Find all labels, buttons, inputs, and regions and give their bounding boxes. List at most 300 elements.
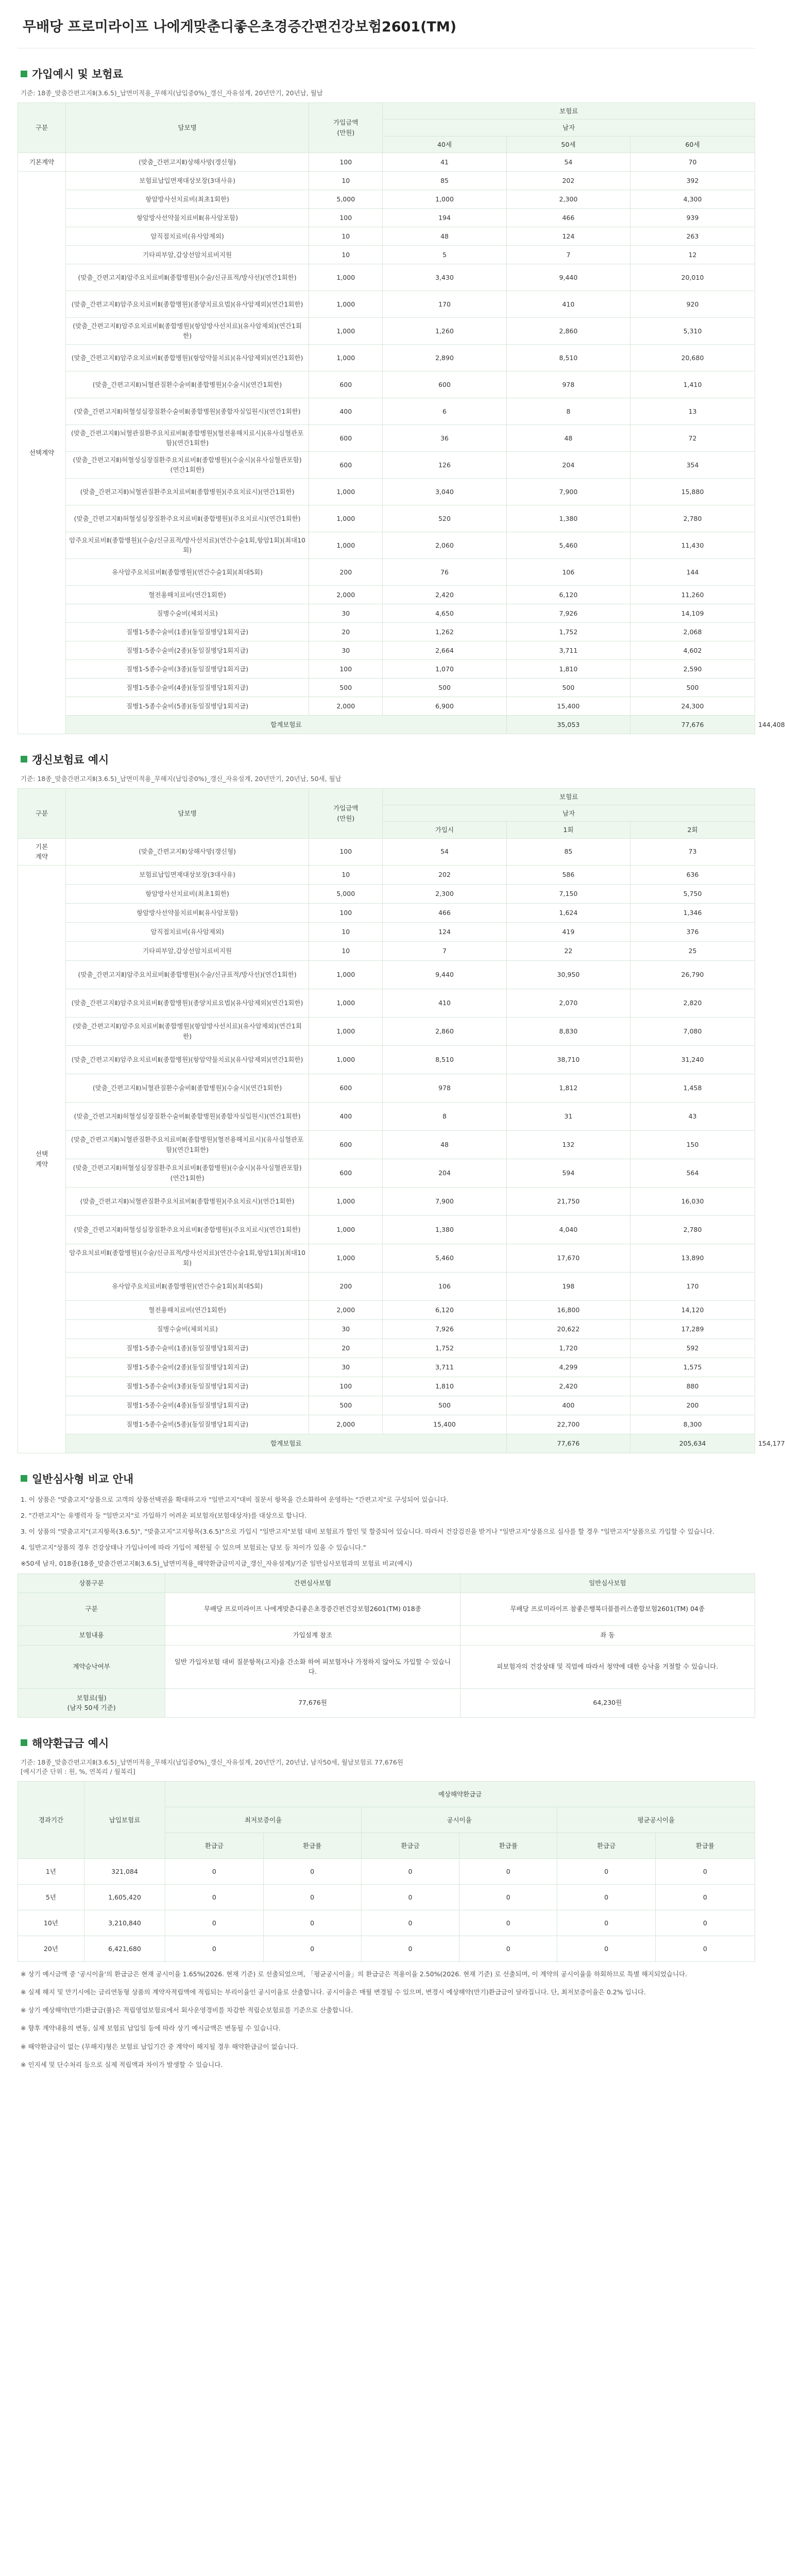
premium-value: 1,720	[506, 1338, 630, 1358]
premium-value: 194	[383, 208, 506, 227]
premium-row	[18, 451, 755, 478]
comparison-general-value: 무배당 프로미라이프 참좋은행복더블플러스종합보험2601(TM) 04종	[460, 1592, 755, 1625]
comparison-general-value: 피보험자의 건강상태 및 직업에 따라서 청약에 대한 승낙을 거절할 수 있습니다.	[460, 1645, 755, 1688]
premium-value: 11,430	[630, 532, 755, 558]
premium-value: 500	[630, 678, 755, 697]
coverage-amount: 600	[309, 371, 383, 398]
contract-type-cell: 기본계약	[18, 152, 66, 171]
coverage-amount: 100	[309, 208, 383, 227]
premium-value: 7,080	[630, 1017, 755, 1045]
header-dambo: 담보명	[66, 788, 309, 838]
header-renewal-col: 2회	[630, 822, 755, 838]
refund-value: 0	[655, 1936, 755, 1962]
premium-value: 3,711	[383, 1358, 506, 1377]
section-criteria-note: 기준: 18종_맞춤간편고지Ⅱ(3.6.5)_납면미적용_무해지(납입중0%)_갱신_자유설계, 20년만기, 20년납, 남자50세, 월납보험료 77,676원	[21, 1758, 403, 1766]
refund-value: 0	[165, 1936, 263, 1962]
premium-value: 20,680	[630, 344, 755, 371]
header-gubun: 구분	[18, 788, 66, 838]
premium-value: 8,510	[506, 344, 630, 371]
premium-value: 7,150	[506, 884, 630, 903]
premium-row	[18, 941, 755, 960]
premium-value: 376	[630, 922, 755, 941]
premium-value: 636	[630, 865, 755, 884]
premium-value: 41	[383, 152, 506, 171]
coverage-amount: 400	[309, 398, 383, 425]
refund-value: 0	[459, 1936, 557, 1962]
premium-value: 8	[383, 1102, 506, 1130]
refund-value: 0	[557, 1859, 655, 1885]
coverage-name: 질병1-5종수술비(4종)(동일질병당1회지급)	[66, 678, 309, 697]
total-value: 77,676	[506, 1434, 630, 1453]
premium-value: 16,800	[506, 1300, 630, 1319]
section-bullet-icon	[21, 1739, 27, 1746]
coverage-amount: 200	[309, 1272, 383, 1300]
premium-value: 21,750	[506, 1187, 630, 1215]
premium-value: 15,880	[630, 478, 755, 505]
header-male: 남자	[383, 120, 755, 136]
header-age: 50세	[506, 136, 630, 152]
premium-row	[18, 585, 755, 604]
premium-value: 198	[506, 1272, 630, 1300]
premium-row	[18, 1272, 755, 1300]
coverage-amount: 10	[309, 227, 383, 245]
coverage-name: (맞춤_간편고지Ⅱ)허혈성심장질환주요치료비Ⅱ(종합병원)(주요치료시)(연간1회한)	[66, 1215, 309, 1244]
premium-value: 2,070	[506, 989, 630, 1017]
premium-value: 6,900	[383, 697, 506, 715]
premium-row	[18, 264, 755, 291]
coverage-name: 암주요치료비Ⅱ(종합병원)(수술/신규표적/방사선치료)(연간수술1회,항암1회)(최대10회)	[66, 1244, 309, 1272]
section-bullet-icon	[21, 71, 27, 77]
premium-value: 354	[630, 451, 755, 478]
premium-value: 150	[630, 1130, 755, 1159]
premium-value: 20,622	[506, 1319, 630, 1338]
premium-value: 2,890	[383, 344, 506, 371]
header-paid: 납입보험료	[84, 1782, 165, 1859]
header-refund-rate: 환급률	[459, 1833, 557, 1859]
header-refund-rate: 환급률	[655, 1833, 755, 1859]
premium-row	[18, 641, 755, 659]
coverage-amount: 1,000	[309, 989, 383, 1017]
premium-row	[18, 1045, 755, 1074]
premium-value: 2,860	[383, 1017, 506, 1045]
comparison-label: 보험내용	[18, 1625, 165, 1645]
premium-value: 25	[630, 941, 755, 960]
premium-value: 1,410	[630, 371, 755, 398]
premium-value: 54	[383, 838, 506, 865]
section-general-comparison	[18, 1471, 755, 1718]
premium-value: 5,460	[383, 1244, 506, 1272]
total-value: 35,053	[506, 715, 630, 734]
premium-value: 466	[506, 208, 630, 227]
comparison-simple-value: 77,676원	[165, 1688, 460, 1717]
premium-value: 410	[383, 989, 506, 1017]
footnote: ※ 상기 예상해약(만기)환급금(률)은 적립영업보험료에서 회사운영경비를 차감한 적립순보험료를 기준으로 산출합니다.	[21, 2006, 353, 2014]
premium-value: 17,670	[506, 1244, 630, 1272]
contract-type-cell: 선택계약	[18, 171, 66, 734]
premium-row	[18, 659, 755, 678]
elapsed-period: 1년	[18, 1859, 84, 1885]
renewal-premium-table	[18, 788, 785, 1453]
premium-value: 939	[630, 208, 755, 227]
premium-value: 14,120	[630, 1300, 755, 1319]
comparison-table	[18, 1573, 755, 1717]
refund-value: 0	[557, 1885, 655, 1910]
coverage-name: (맞춤_간편고지Ⅱ)암주요치료비Ⅱ(종합병원)(수술/신규표적/방사선)(연간1회한)	[66, 264, 309, 291]
coverage-amount: 10	[309, 245, 383, 264]
coverage-amount: 5,000	[309, 190, 383, 208]
premium-value: 36	[383, 425, 506, 451]
premium-value: 1,812	[506, 1074, 630, 1102]
premium-value: 20,010	[630, 264, 755, 291]
premium-value: 600	[383, 371, 506, 398]
coverage-name: 암직접치료비(유사암제외)	[66, 922, 309, 941]
premium-row	[18, 884, 755, 903]
premium-value: 3,430	[383, 264, 506, 291]
paid-premium: 6,421,680	[84, 1936, 165, 1962]
guide-paragraph: 2. "간편고지"는 유병력자 등 "일반고지"로 가입하기 어려운 피보험자(보험대상자)를 대상으로 합니다.	[21, 1511, 307, 1519]
header-premium: 보험료	[383, 788, 755, 805]
premium-row	[18, 697, 755, 715]
premium-value: 48	[383, 227, 506, 245]
comparison-general-value: 64,230원	[460, 1688, 755, 1717]
coverage-amount: 1,000	[309, 532, 383, 558]
refund-value: 0	[263, 1859, 361, 1885]
section-title: 일반심사형 비교 안내	[21, 1471, 755, 1486]
section-criteria-note: 기준: 18종_맞춤간편고지Ⅱ(3.6.5)_납면미적용_무해지(납입중0%)_갱신_자유설계, 20년만기, 20년납, 월납	[21, 89, 323, 97]
premium-value: 1,346	[630, 903, 755, 922]
paid-premium: 3,210,840	[84, 1910, 165, 1936]
premium-value: 2,300	[383, 884, 506, 903]
coverage-amount: 10	[309, 865, 383, 884]
refund-value: 0	[361, 1885, 459, 1910]
premium-value: 72	[630, 425, 755, 451]
header-product-type: 상품구분	[18, 1574, 165, 1592]
footnotes	[18, 1968, 755, 2071]
premium-value: 6,120	[383, 1300, 506, 1319]
premium-value: 3,040	[383, 478, 506, 505]
premium-value: 38,710	[506, 1045, 630, 1074]
premium-value: 2,420	[506, 1377, 630, 1396]
elapsed-period: 10년	[18, 1910, 84, 1936]
coverage-amount: 1,000	[309, 1215, 383, 1244]
coverage-name: 암주요치료비Ⅱ(종합병원)(수술/신규표적/방사선치료)(연간수술1회,항암1회)(최대10회)	[66, 532, 309, 558]
coverage-name: (맞춤_간편고지Ⅱ)뇌혈관질환주요치료비Ⅱ(종합병원)(혈전용해치료시)(유사심혈관포함)(연간1회한)	[66, 1130, 309, 1159]
header-public-rate: 공시이율	[361, 1807, 557, 1833]
footnote: ※ 해약환급금이 없는 (무해지)형은 보험료 납입기간 중 계약이 해지될 경우 해약환급금이 없습니다.	[21, 2042, 298, 2050]
premium-value: 2,300	[506, 190, 630, 208]
premium-value: 4,602	[630, 641, 755, 659]
premium-row	[18, 532, 755, 558]
total-label: 합계보험료	[66, 1434, 507, 1453]
premium-row	[18, 1396, 755, 1415]
premium-value: 1,624	[506, 903, 630, 922]
premium-row	[18, 1338, 755, 1358]
surrender-row	[18, 1910, 755, 1936]
refund-value: 0	[263, 1936, 361, 1962]
premium-value: 1,810	[383, 1377, 506, 1396]
premium-value: 85	[383, 171, 506, 190]
premium-value: 500	[383, 678, 506, 697]
coverage-amount: 10	[309, 941, 383, 960]
premium-value: 1,575	[630, 1358, 755, 1377]
coverage-name: 항암방사선약물치료비Ⅱ(유사암포함)	[66, 903, 309, 922]
premium-value: 8,300	[630, 1415, 755, 1434]
premium-value: 1,380	[506, 505, 630, 532]
coverage-name: (맞춤_간편고지Ⅱ)암주요치료비Ⅱ(종합병원)(항암약물치료)(유사암제외)(연간1회한)	[66, 1045, 309, 1074]
comparison-simple-value: 무배당 프로미라이프 나에게맞춘디좋은초경증간편건강보험2601(TM) 018종	[165, 1592, 460, 1625]
header-age: 60세	[630, 136, 755, 152]
coverage-name: 질병1-5종수술비(5종)(동일질병당1회지급)	[66, 697, 309, 715]
coverage-name: 유사암주요치료비Ⅱ(종합병원)(연간수술1회)(최대5회)	[66, 1272, 309, 1300]
coverage-amount: 10	[309, 922, 383, 941]
surrender-row	[18, 1936, 755, 1962]
premium-row	[18, 922, 755, 941]
total-row	[18, 715, 755, 734]
comparison-general-value: 좌 동	[460, 1625, 755, 1645]
footnote: ※ 인지세 및 단수처리 등으로 실제 적립액과 차이가 발생할 수 있습니다.	[21, 2060, 223, 2069]
coverage-name: 기타피부암,갑상선암치료비지원	[66, 245, 309, 264]
premium-value: 4,650	[383, 604, 506, 622]
premium-value: 2,664	[383, 641, 506, 659]
page-title: 무배당 프로미라이프 나에게맞춘디좋은초경증간편건강보험2601(TM)	[18, 0, 755, 48]
coverage-name: (맞춤_간편고지Ⅱ)허혈성심장질환수술비Ⅱ(종합병원)(종합자실입원시)(연간1회한)	[66, 1102, 309, 1130]
premium-row	[18, 152, 755, 171]
total-value: 205,634	[630, 1434, 755, 1453]
section-surrender-example	[18, 1735, 755, 2071]
coverage-amount: 100	[309, 1377, 383, 1396]
coverage-amount: 100	[309, 838, 383, 865]
premium-value: 22,700	[506, 1415, 630, 1434]
premium-value: 16,030	[630, 1187, 755, 1215]
coverage-name: 질병1-5종수술비(3종)(동일질병당1회지급)	[66, 659, 309, 678]
premium-value: 17,289	[630, 1319, 755, 1338]
premium-value: 8,830	[506, 1017, 630, 1045]
coverage-name: 질병1-5종수술비(5종)(동일질병당1회지급)	[66, 1415, 309, 1434]
coverage-amount: 500	[309, 1396, 383, 1415]
refund-value: 0	[165, 1885, 263, 1910]
refund-value: 0	[655, 1910, 755, 1936]
premium-row	[18, 1415, 755, 1434]
coverage-name: 보험료납입면제대상보장(3대사유)	[66, 865, 309, 884]
coverage-amount: 400	[309, 1102, 383, 1130]
premium-row	[18, 1102, 755, 1130]
premium-row	[18, 190, 755, 208]
premium-value: 30,950	[506, 960, 630, 989]
comparison-label: 구분	[18, 1592, 165, 1625]
premium-row	[18, 604, 755, 622]
premium-value: 6	[383, 398, 506, 425]
premium-value: 31	[506, 1102, 630, 1130]
premium-value: 9,440	[506, 264, 630, 291]
coverage-name: (맞춤_간편고지Ⅱ)암주요치료비Ⅱ(종합병원)(수술/신규표적/방사선)(연간1회한)	[66, 960, 309, 989]
contract-type-cell: 기본 계약	[18, 838, 66, 865]
coverage-amount: 200	[309, 558, 383, 585]
refund-value: 0	[263, 1885, 361, 1910]
coverage-name: 질병수술비(체외치료)	[66, 1319, 309, 1338]
refund-value: 0	[361, 1910, 459, 1936]
premium-value: 132	[506, 1130, 630, 1159]
premium-value: 2,860	[506, 317, 630, 344]
premium-value: 2,780	[630, 1215, 755, 1244]
premium-value: 202	[506, 171, 630, 190]
coverage-name: (맞춤_간편고지Ⅱ)상해사망(갱신형)	[66, 152, 309, 171]
premium-value: 5,460	[506, 532, 630, 558]
premium-value: 22	[506, 941, 630, 960]
premium-row	[18, 1074, 755, 1102]
premium-value: 2,590	[630, 659, 755, 678]
section-renewal-example	[18, 752, 785, 1453]
premium-row	[18, 838, 755, 865]
coverage-name: (맞춤_간편고지Ⅱ)허혈성심장질환주요치료비Ⅱ(종합병원)(수술시)(유사심혈관포함)(연간1회한)	[66, 451, 309, 478]
premium-row	[18, 171, 755, 190]
coverage-name: 항암방사선치료비(최초1회한)	[66, 884, 309, 903]
premium-value: 520	[383, 505, 506, 532]
coverage-amount: 100	[309, 152, 383, 171]
refund-value: 0	[459, 1859, 557, 1885]
coverage-amount: 2,000	[309, 1300, 383, 1319]
premium-value: 14,109	[630, 604, 755, 622]
premium-value: 564	[630, 1159, 755, 1187]
premium-value: 2,820	[630, 989, 755, 1017]
premium-value: 76	[383, 558, 506, 585]
premium-value: 594	[506, 1159, 630, 1187]
premium-value: 4,299	[506, 1358, 630, 1377]
coverage-name: 질병1-5종수술비(1종)(동일질병당1회지급)	[66, 622, 309, 641]
premium-value: 15,400	[506, 697, 630, 715]
refund-value: 0	[557, 1936, 655, 1962]
premium-row	[18, 989, 755, 1017]
coverage-name: (맞춤_간편고지Ⅱ)허혈성심장질환주요치료비Ⅱ(종합병원)(주요치료시)(연간1회한)	[66, 505, 309, 532]
premium-value: 204	[383, 1159, 506, 1187]
premium-value: 24,300	[630, 697, 755, 715]
surrender-row	[18, 1885, 755, 1910]
premium-value: 5,750	[630, 884, 755, 903]
premium-row	[18, 865, 755, 884]
premium-value: 1,000	[383, 190, 506, 208]
coverage-name: 기타피부암,갑상선암치료비지원	[66, 941, 309, 960]
comparison-label: 계약승낙여부	[18, 1645, 165, 1688]
premium-value: 9,440	[383, 960, 506, 989]
premium-value: 106	[383, 1272, 506, 1300]
section-title: 가입예시 및 보험료	[21, 66, 755, 81]
coverage-name: (맞춤_간편고지Ⅱ)허혈성심장질환주요치료비Ⅱ(종합병원)(수술시)(유사심혈관포함)(연간1회한)	[66, 1159, 309, 1187]
coverage-amount: 2,000	[309, 697, 383, 715]
premium-row	[18, 1159, 755, 1187]
premium-row	[18, 1187, 755, 1215]
coverage-amount: 500	[309, 678, 383, 697]
coverage-name: (맞춤_간편고지Ⅱ)암주요치료비Ⅱ(종합병원)(항암방사선치료)(유사암제외)(연간1회한)	[66, 1017, 309, 1045]
premium-row	[18, 903, 755, 922]
premium-value: 2,068	[630, 622, 755, 641]
premium-value: 500	[383, 1396, 506, 1415]
premium-value: 4,300	[630, 190, 755, 208]
header-avg-rate: 평균공시이율	[557, 1807, 755, 1833]
section-bullet-icon	[21, 756, 27, 762]
refund-value: 0	[165, 1910, 263, 1936]
premium-value: 1,262	[383, 622, 506, 641]
refund-value: 0	[165, 1859, 263, 1885]
premium-row	[18, 1319, 755, 1338]
coverage-amount: 1,000	[309, 1244, 383, 1272]
coverage-amount: 1,000	[309, 505, 383, 532]
coverage-amount: 1,000	[309, 344, 383, 371]
coverage-name: (맞춤_간편고지Ⅱ)뇌혈관질환주요치료비Ⅱ(종합병원)(주요치료시)(연간1회한)	[66, 1187, 309, 1215]
premium-value: 7	[506, 245, 630, 264]
premium-value: 7	[383, 941, 506, 960]
coverage-amount: 2,000	[309, 585, 383, 604]
premium-value: 500	[506, 678, 630, 697]
total-value: 77,676	[630, 715, 755, 734]
coverage-name: (맞춤_간편고지Ⅱ)암주요치료비Ⅱ(종합병원)(종양치료요법)(유사암제외)(연간1회한)	[66, 291, 309, 317]
coverage-amount: 30	[309, 604, 383, 622]
premium-value: 7,900	[506, 478, 630, 505]
coverage-name: 질병1-5종수술비(2종)(동일질병당1회지급)	[66, 1358, 309, 1377]
premium-row	[18, 1244, 755, 1272]
premium-value: 31,240	[630, 1045, 755, 1074]
premium-value: 1,260	[383, 317, 506, 344]
coverage-name: 혈전용해치료비(연간1회한)	[66, 585, 309, 604]
coverage-amount: 600	[309, 1159, 383, 1187]
footnote: ※ 향후 계약내용의 변동, 실제 보험료 납입일 등에 따라 상기 예시금액은 변동될 수 있습니다.	[21, 2024, 281, 2032]
guide-paragraph: 3. 이 상품의 "맞춤고지"(고지항목(3.6.5)", "맞춤고지"고지항목(3.6.5)"으로 가입시 "일반고지"보험 대비 보험료가 할인 및 할증되어 있습니다. 따라서 건강검진을 받거나 "일반고지"상품으로 심사를 할 경우 "일반고지"상품으로 가입할 수 있습니다.	[21, 1527, 714, 1535]
premium-value: 263	[630, 227, 755, 245]
premium-value: 6,120	[506, 585, 630, 604]
coverage-name: 항암방사선약물치료비Ⅱ(유사암포함)	[66, 208, 309, 227]
coverage-name: 질병1-5종수술비(1종)(동일질병당1회지급)	[66, 1338, 309, 1358]
coverage-name: (맞춤_간편고지Ⅱ)암주요치료비Ⅱ(종합병원)(항암약물치료)(유사암제외)(연간1회한)	[66, 344, 309, 371]
premium-row	[18, 1358, 755, 1377]
coverage-name: 암직접치료비(유사암제외)	[66, 227, 309, 245]
header-refund: 환급금	[165, 1833, 263, 1859]
premium-row	[18, 344, 755, 371]
surrender-table	[18, 1781, 755, 1962]
premium-value: 920	[630, 291, 755, 317]
premium-value: 170	[630, 1272, 755, 1300]
section-title: 갱신보험료 예시	[21, 752, 755, 767]
header-expected-refund: 예상해약환급금	[165, 1782, 755, 1807]
refund-value: 0	[459, 1885, 557, 1910]
coverage-name: 질병1-5종수술비(4종)(동일질병당1회지급)	[66, 1396, 309, 1415]
header-premium: 보험료	[383, 103, 755, 119]
coverage-amount: 1,000	[309, 1187, 383, 1215]
premium-value: 1,070	[383, 659, 506, 678]
header-refund-rate: 환급률	[263, 1833, 361, 1859]
coverage-name: (맞춤_간편고지Ⅱ)뇌혈관질환수술비Ⅱ(종합병원)(수술시)(연간1회한)	[66, 371, 309, 398]
refund-value: 0	[655, 1859, 755, 1885]
coverage-name: (맞춤_간편고지Ⅱ)암주요치료비Ⅱ(종합병원)(종양치료요법)(유사암제외)(연간1회한)	[66, 989, 309, 1017]
coverage-amount: 1,000	[309, 317, 383, 344]
coverage-amount: 600	[309, 425, 383, 451]
premium-row	[18, 1130, 755, 1159]
coverage-name: (맞춤_간편고지Ⅱ)뇌혈관질환수술비Ⅱ(종합병원)(수술시)(연간1회한)	[66, 1074, 309, 1102]
premium-value: 85	[506, 838, 630, 865]
guide-paragraph: 1. 이 상품은 "맞춤고지"상품으로 고객의 상품선택권을 확대하고자 "일반고지"대비 질문서 항목을 간소화하여 운영하는 "간편고지"로 구성되어 있습니다.	[21, 1495, 449, 1503]
premium-row	[18, 960, 755, 989]
coverage-amount: 600	[309, 1130, 383, 1159]
premium-value: 1,458	[630, 1074, 755, 1102]
premium-row	[18, 398, 755, 425]
premium-row	[18, 505, 755, 532]
coverage-name: (맞춤_간편고지Ⅱ)뇌혈관질환주요치료비Ⅱ(종합병원)(혈전용해치료시)(유사심혈관포함)(연간1회한)	[66, 425, 309, 451]
premium-value: 978	[383, 1074, 506, 1102]
header-amount: 가입금액 (만원)	[309, 103, 383, 152]
coverage-amount: 100	[309, 903, 383, 922]
premium-value: 392	[630, 171, 755, 190]
premium-value: 48	[506, 425, 630, 451]
premium-value: 7,926	[383, 1319, 506, 1338]
coverage-amount: 600	[309, 451, 383, 478]
header-refund: 환급금	[361, 1833, 459, 1859]
